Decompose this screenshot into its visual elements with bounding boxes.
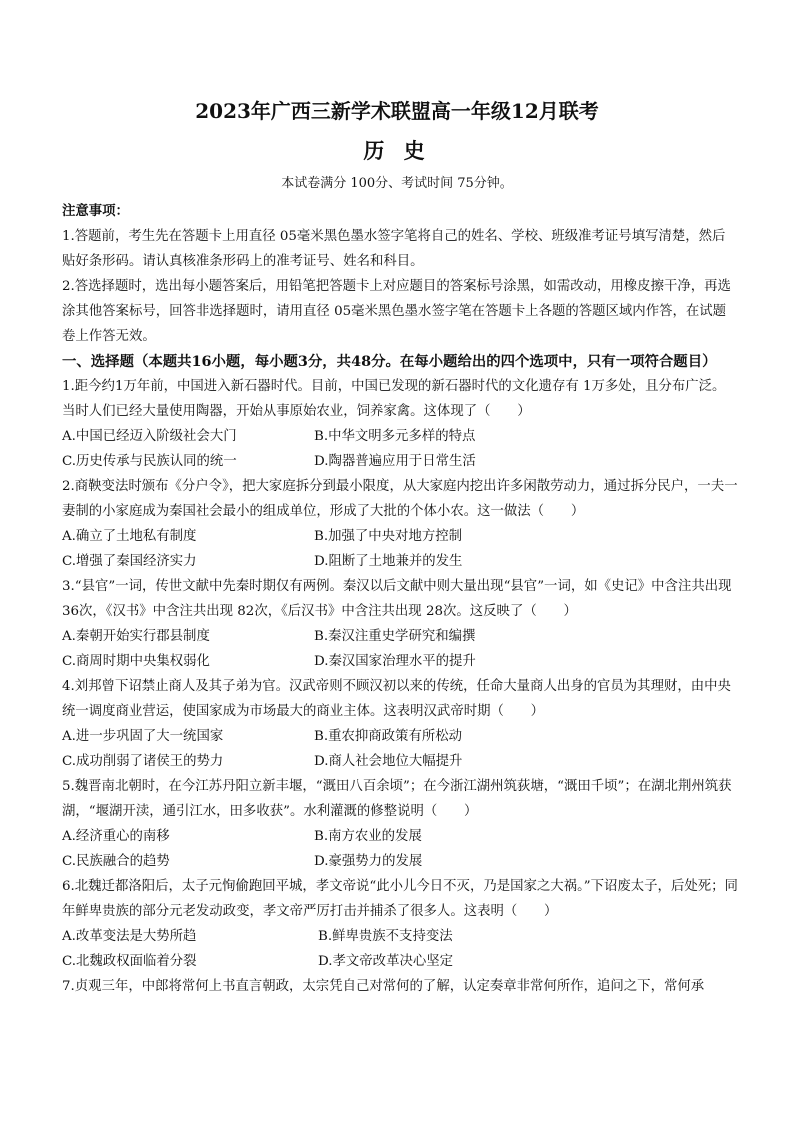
option-b: B.中华文明多元多样的特点 bbox=[314, 429, 476, 444]
option-b: B.加强了中央对地方控制 bbox=[314, 529, 463, 544]
question-stem: 6.北魏迁都洛阳后，太子元恂偷跑回平城，孝文帝说“此小儿今日不灭，乃是国家之大祸。”下诏废太子，后处死；同年鲜卑贵族的部分元老发动政变，孝文帝严厉打击并捕杀了很多人。这表明（ ） bbox=[62, 879, 738, 919]
option-d: D.阻断了土地兼并的发生 bbox=[314, 554, 463, 569]
option-b: B.秦汉注重史学研究和编撰 bbox=[314, 629, 476, 644]
option-c: C.商周时期中央集权弱化 bbox=[62, 654, 210, 669]
option-d: D.秦汉国家治理水平的提升 bbox=[314, 654, 476, 669]
option-row bbox=[62, 549, 738, 574]
exam-content bbox=[62, 199, 738, 999]
question-3 bbox=[62, 574, 738, 674]
option-b: B.重农抑商政策有所松动 bbox=[314, 729, 463, 744]
option-row bbox=[62, 624, 738, 649]
exam-meta: 本试卷满分 100分、考试时间 75分钟。 bbox=[281, 176, 513, 191]
question-stem: 3.“县官”一词，传世文献中先秦时期仅有两例。秦汉以后文献中则大量出现“县官”一词，如《史记》中含注共出现 36次，《汉书》中含注共出现 82次，《后汉书》中含注共出现 28次。这反映了（ ） bbox=[62, 579, 732, 619]
question-6 bbox=[62, 874, 738, 974]
option-c: C.民族融合的趋势 bbox=[62, 854, 170, 869]
option-c: C.增强了秦国经济实力 bbox=[62, 554, 197, 569]
option-a: A.改革变法是大势所趋 bbox=[62, 929, 197, 944]
question-2 bbox=[62, 474, 738, 574]
question-stem: 2.商鞅变法时颁布《分户令》，把大家庭拆分到最小限度，从大家庭内挖出许多闲散劳动力，通过拆分民户，一夫一妻制的小家庭成为秦国社会最小的组成单位，形成了大批的个体小农。这一做法（ ） bbox=[62, 479, 738, 519]
question-5 bbox=[62, 774, 738, 874]
option-c: C.北魏政权面临着分裂 bbox=[62, 954, 197, 969]
option-c: C.历史传承与民族认同的统一 bbox=[62, 454, 237, 469]
option-a: A.经济重心的南移 bbox=[62, 829, 170, 844]
notice-heading: 注意事项： bbox=[62, 203, 129, 219]
exam-title: 2023年广西三新学术联盟高一年级12月联考 bbox=[195, 99, 599, 123]
option-d: D.豪强势力的发展 bbox=[314, 854, 423, 869]
option-row bbox=[62, 724, 738, 749]
option-row bbox=[62, 749, 738, 774]
question-stem: 5.魏晋南北朝时，在今江苏丹阳立新丰堰，“溉田八百余顷”；在今浙江湖州筑荻塘，“溉田千顷”；在湖北荆州筑获湖，“堰湖开渎，通引江水，田多收获”。水利灌溉的修整说明（ ） bbox=[62, 779, 732, 819]
option-row bbox=[62, 424, 738, 449]
option-d: D.商人社会地位大幅提升 bbox=[314, 754, 463, 769]
option-b: B.鲜卑贵族不支持变法 bbox=[318, 929, 453, 944]
option-row bbox=[62, 824, 738, 849]
question-4 bbox=[62, 674, 738, 774]
option-c: C.成功削弱了诸侯王的势力 bbox=[62, 754, 224, 769]
option-row bbox=[62, 949, 738, 974]
question-stem: 7.贞观三年，中郎将常何上书直言朝政，太宗凭自己对常何的了解，认定奏章非常何所作，追问之下，常何承 bbox=[62, 979, 705, 994]
option-d: D.陶器普遍应用于日常生活 bbox=[314, 454, 476, 469]
option-d: D.孝文帝改革决心坚定 bbox=[318, 954, 454, 969]
option-a: A.确立了土地私有制度 bbox=[62, 529, 197, 544]
option-row bbox=[62, 449, 738, 474]
option-row bbox=[62, 849, 738, 874]
option-row bbox=[62, 649, 738, 674]
option-row bbox=[62, 524, 738, 549]
subject-title: 历 史 bbox=[363, 138, 431, 163]
option-b: B.南方农业的发展 bbox=[314, 829, 422, 844]
question-1 bbox=[62, 374, 738, 474]
question-7 bbox=[62, 974, 738, 999]
section-heading: 一、选择题（本题共16小题，每小题3分，共48分。在每小题给出的四个选项中，只有一项符合题目） bbox=[62, 353, 717, 370]
option-a: A.中国已经迈入阶级社会大门 bbox=[62, 429, 237, 444]
notice-item: 1.答题前，考生先在答题卡上用直径 05毫米黑色墨水签字笔将自己的姓名、学校、班级准考证号填写清楚，然后贴好条形码。请认真核准条形码上的准考证号、姓名和科目。 bbox=[62, 229, 726, 269]
question-stem: 4.刘邦曾下诏禁止商人及其子弟为官。汉武帝则不顾汉初以来的传统，任命大量商人出身的官员为其理财，由中央统一调度商业营运，使国家成为市场最大的商业主体。这表明汉武帝时期（ ） bbox=[62, 679, 731, 719]
question-stem: 1.距今约1万年前，中国进入新石器时代。目前，中国已发现的新石器时代的文化遗存有 1万多处，且分布广泛。当时人们已经大量使用陶器，开始从事原始农业，饲养家禽。这体现了（ ） bbox=[62, 379, 726, 419]
option-a: A.进一步巩固了大一统国家 bbox=[62, 729, 224, 744]
notice-item: 2.答选择题时，选出每小题答案后，用铅笔把答题卡上对应题目的答案标号涂黑，如需改动，用橡皮擦干净，再选涂其他答案标号，回答非选择题时，请用直径 05毫米黑色墨水签字笔在答题卡上各题的答题区域内作答，在试题卷上作答无效。 bbox=[62, 279, 731, 344]
option-row bbox=[62, 924, 738, 949]
option-a: A.秦朝开始实行郡县制度 bbox=[62, 629, 210, 644]
